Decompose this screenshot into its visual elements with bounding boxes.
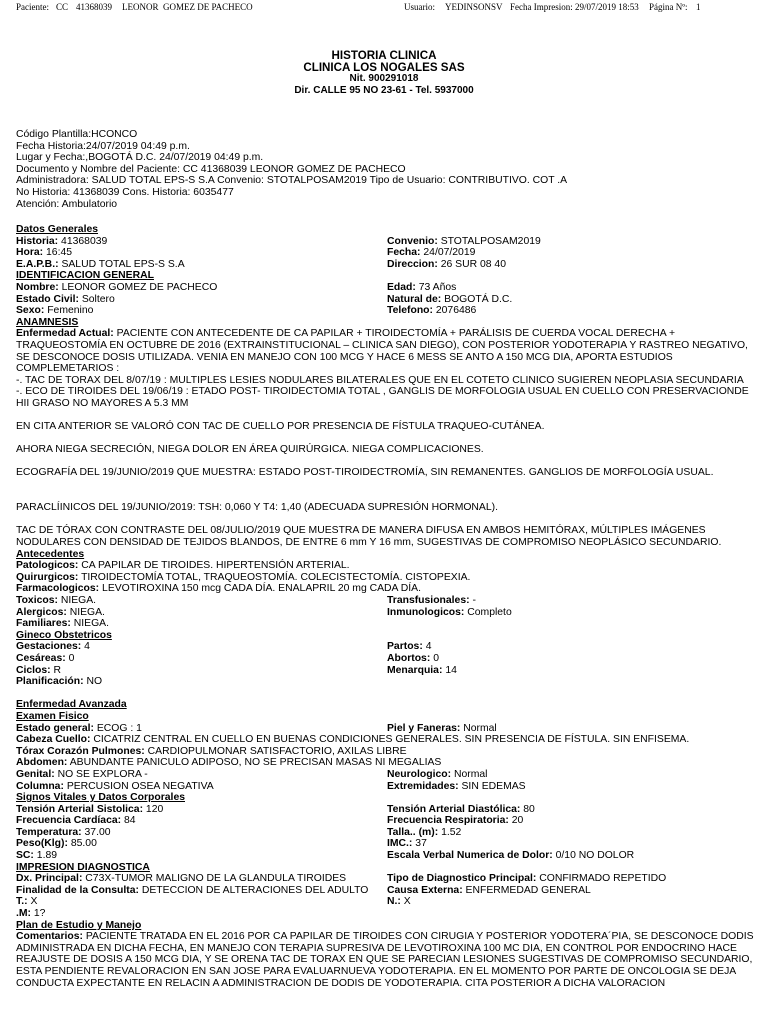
field-row bbox=[16, 282, 756, 294]
field-label: Alergicos: bbox=[16, 606, 67, 618]
field-row bbox=[16, 873, 756, 885]
anamnesis-paragraph: AHORA NIEGA SECRECIÓN, NIEGA DOLOR EN ÁREA QUIRÚRGICA. NIEGA COMPLICACIONES. bbox=[16, 444, 484, 456]
field-row bbox=[16, 769, 756, 781]
meta-line: Atención: Ambulatorio bbox=[16, 198, 118, 210]
patient-doc-type: CC bbox=[56, 2, 69, 12]
field-value: BOGOTÁ D.C. bbox=[444, 293, 513, 305]
print-date-label: Fecha Impresion: bbox=[510, 2, 573, 12]
meta-line: No Historia: 41368039 Cons. Historia: 6035477 bbox=[16, 186, 234, 198]
field-label: N.: bbox=[387, 896, 401, 908]
section-gineco: Gineco Obstetricos bbox=[16, 629, 112, 641]
patient-doc-number: 41368039 bbox=[76, 2, 112, 12]
field-value: 84 bbox=[124, 815, 136, 827]
field-value: 1? bbox=[33, 908, 46, 920]
antecedente-quirurgico bbox=[16, 572, 756, 584]
user-label: Usuario: bbox=[404, 2, 435, 12]
field-value: NO bbox=[86, 676, 103, 688]
field-value: 4 bbox=[425, 641, 432, 653]
field-label: Direccion: bbox=[387, 258, 438, 270]
field-label: Tensión Arterial Diastólica: bbox=[387, 803, 521, 815]
field-value: 0/10 NO DOLOR bbox=[555, 850, 635, 862]
field-label: Inmunologicos: bbox=[387, 606, 465, 618]
field-label: Familiares: bbox=[16, 618, 71, 630]
field-label: Natural de: bbox=[387, 293, 442, 305]
examen-cabeza-cuello bbox=[16, 734, 756, 746]
field-value: 2076486 bbox=[435, 305, 477, 317]
field-label: Fecha: bbox=[387, 247, 421, 259]
field-row bbox=[16, 653, 756, 665]
enfermedad-actual bbox=[16, 328, 756, 374]
title-nit: Nit. 900291018 bbox=[349, 73, 419, 84]
field-label: Piel y Faneras: bbox=[387, 722, 461, 734]
field-label: Quirurgicos: bbox=[16, 571, 79, 583]
section-datos-generales: Datos Generales bbox=[16, 224, 99, 235]
field-value: ABUNDANTE PANICULO ADIPOSO, NO SE PRECISAN MASAS NI MEGALIAS bbox=[69, 757, 442, 769]
field-value: Normal bbox=[463, 722, 497, 734]
anamnesis-paragraph: PARACLÍINICOS DEL 19/JUNIO/2019: TSH: 0,060 Y T4: 1,40 (ADECUADA SUPRESIÓN HORMONAL). bbox=[16, 502, 498, 514]
field-label: Abortos: bbox=[387, 652, 431, 664]
section-impresion-diagnostica: IMPRESION DIAGNOSTICA bbox=[16, 861, 150, 873]
anamnesis-paragraph: -. TAC DE TORAX DEL 8/07/19 : MULTIPLES LESIES NODULARES BILATERALES QUE EN EL COTETO CLINICO SUGIEREN NEOPLASIA SECUNDARIA bbox=[16, 374, 744, 386]
field-label: Frecuencia Cardíaca: bbox=[16, 815, 122, 827]
section-antecedentes: Antecedentes bbox=[16, 548, 85, 560]
field-row bbox=[16, 804, 756, 816]
field-row bbox=[16, 723, 756, 735]
field-label: E.A.P.B.: bbox=[16, 258, 59, 270]
anamnesis-paragraph: ECOGRAFÍA DEL 19/JUNIO/2019 QUE MUESTRA: ESTADO POST-TIROIDECTROMÍA, SIN REMANENTES. GANGLIOS DE MORFOLOGÍA USUAL. bbox=[16, 467, 714, 479]
field-value: - bbox=[472, 595, 476, 606]
field-label: Columna: bbox=[16, 780, 64, 792]
field-value: NO SE EXPLORA - bbox=[57, 768, 148, 780]
anamnesis-paragraph: TAC DE TÓRAX CON CONTRASTE DEL 08/JULIO/2019 QUE MUESTRA DE MANERA DIFUSA EN AMBOS HEMITÓRAX, MÚLTIPLES IMÁGENES NODULARES CON DENSIDAD DE TEJIDOS BLANDOS, DE ENTRE 6 mm Y 16 mm, SUGESTIVAS DE COMPROMISO NEOPLÁSICO SECUNDARIO. bbox=[16, 525, 722, 549]
field-label: Cabeza Cuello: bbox=[16, 734, 91, 746]
field-value: 41368039 bbox=[61, 235, 108, 247]
field-value: SIN EDEMAS bbox=[461, 780, 526, 792]
field-label: Extremidades: bbox=[387, 780, 459, 792]
field-value: 80 bbox=[523, 803, 535, 815]
planificacion bbox=[16, 676, 756, 688]
user-name: YEDINSONSV bbox=[445, 2, 503, 12]
field-value: 37.00 bbox=[84, 826, 111, 838]
field-row bbox=[16, 247, 756, 259]
field-row bbox=[16, 294, 756, 306]
field-label: Sexo: bbox=[16, 305, 45, 317]
page-number-label: Página Nº: bbox=[649, 2, 688, 12]
examen-torax bbox=[16, 746, 756, 758]
field-value: 24/07/2019 bbox=[423, 247, 476, 259]
clinical-record bbox=[16, 224, 756, 989]
field-value: X bbox=[403, 896, 411, 908]
field-value: CICATRIZ CENTRAL EN CUELLO EN BUENAS CONDICIONES GENERALES. SIN PRESENCIA DE FÍSTULA. SIN ENFISEMA. bbox=[93, 734, 690, 746]
field-value: C73X-TUMOR MALIGNO DE LA GLANDULA TIROIDES bbox=[85, 873, 347, 885]
record-metadata bbox=[16, 129, 756, 210]
section-plan-manejo: Plan de Estudio y Manejo bbox=[16, 919, 142, 931]
meta-line: Administradora: SALUD TOTAL EPS-S S.A Convenio: STOTALPOSAM2019 Tipo de Usuario: CONTRIBUTIVO. COT .A bbox=[16, 175, 568, 187]
field-label: Cesáreas: bbox=[16, 652, 66, 664]
field-value: ENFERMEDAD GENERAL bbox=[465, 884, 591, 896]
field-value: NIEGA. bbox=[60, 595, 97, 606]
field-label: Causa Externa: bbox=[387, 884, 463, 896]
field-value: Completo bbox=[467, 606, 512, 618]
field-value: 120 bbox=[145, 803, 164, 815]
document-title bbox=[0, 50, 768, 96]
section-examen-fisico: Examen Fisico bbox=[16, 710, 89, 722]
field-value: PACIENTE CON ANTECEDENTE DE CA PAPILAR + TIROIDECTOMÍA + PARÁLISIS DE CUERDA VOCAL DERECHA + TRAQUEOSTOMÍA EN OCTUBRE DE 2016 (EXTRAINSTITUCIONAL – CLINICA SAN DIEGO), CON POSTERIOR YODOTERAPIA Y RASTREO NEGATIVO, SE DESCONOCE DOSIS UTILIZADA. VENIA EN MANEJO CON 100 MCG Y HACE 6 MESS SE ANTO A 150 MCG DIA, APORTA ESTUDIOS COMPLEMETARIOS : bbox=[16, 328, 748, 375]
field-value: 16:45 bbox=[46, 247, 73, 259]
field-label: Estado Civil: bbox=[16, 293, 79, 305]
field-label: Ciclos: bbox=[16, 664, 51, 676]
field-label: T.: bbox=[16, 896, 28, 908]
field-value: Femenino bbox=[47, 305, 94, 317]
field-row bbox=[16, 850, 756, 862]
field-label: Nombre: bbox=[16, 281, 59, 293]
field-label: Convenio: bbox=[387, 235, 438, 247]
field-label: Hora: bbox=[16, 247, 44, 259]
meta-line: Lugar y Fecha:,BOGOTÁ D.C. 24/07/2019 04:49 p.m. bbox=[16, 152, 264, 164]
field-label: .M: bbox=[16, 908, 32, 920]
field-label: Enfermedad Actual: bbox=[16, 328, 114, 340]
field-label: Temperatura: bbox=[16, 826, 82, 838]
patient-label: Paciente: bbox=[16, 2, 49, 12]
anamnesis-paragraph: EN CITA ANTERIOR SE VALORÓ CON TAC DE CUELLO POR PRESENCIA DE FÍSTULA TRAQUEO-CUTÁNEA. bbox=[16, 421, 545, 433]
field-value: 1.52 bbox=[441, 826, 462, 838]
field-value: DETECCION DE ALTERACIONES DEL ADULTO bbox=[141, 884, 369, 896]
field-value: CARDIOPULMONAR SATISFACTORIO, AXILAS LIBRE bbox=[147, 745, 407, 757]
field-label: Gestaciones: bbox=[16, 641, 82, 653]
title-historia: HISTORIA CLINICA bbox=[331, 49, 437, 62]
field-label: Patologicos: bbox=[16, 560, 79, 572]
field-value: X bbox=[30, 896, 38, 908]
field-value: 0 bbox=[433, 652, 439, 664]
field-value: 26 SUR 08 40 bbox=[440, 258, 506, 270]
title-clinic: CLINICA LOS NOGALES SAS bbox=[303, 60, 465, 74]
field-value: 20 bbox=[511, 815, 524, 827]
field-row bbox=[16, 885, 756, 897]
field-label: Transfusionales: bbox=[387, 595, 470, 606]
field-label: Historia: bbox=[16, 235, 59, 247]
field-label: Telefono: bbox=[387, 305, 433, 317]
patient-name: LEONOR GOMEZ DE PACHECO bbox=[122, 2, 253, 12]
field-value: Normal bbox=[453, 768, 488, 780]
field-label: Neurologico: bbox=[387, 768, 452, 780]
field-row bbox=[16, 781, 756, 793]
field-value: NIEGA. bbox=[69, 606, 105, 618]
anamnesis-paragraph: -. ECO DE TIROIDES DEL 19/06/19 : ETADO POST- TIROIDECTOMIA TOTAL , GANGLIS DE MORFOLOGIA USUAL EN CUELLO CON PRESERVACIONDE HII GRASO NO MAYORES A 5.3 MM bbox=[16, 386, 749, 409]
field-label: Estado general: bbox=[16, 722, 94, 734]
field-row bbox=[16, 595, 756, 607]
field-value: NIEGA. bbox=[73, 618, 109, 630]
field-value: ECOG : 1 bbox=[96, 722, 142, 734]
field-label: Finalidad de la Consulta: bbox=[16, 884, 139, 896]
field-value: LEONOR GOMEZ DE PACHECO bbox=[61, 281, 218, 293]
print-header bbox=[16, 2, 760, 14]
field-value: LEVOTIROXINA 150 mcg CADA DÍA. ENALAPRIL 20 mg CADA DÍA. bbox=[102, 583, 421, 595]
field-label: Tórax Corazón Pulmones: bbox=[16, 745, 145, 757]
section-signos-vitales: Signos Vitales y Datos Corporales bbox=[16, 792, 185, 804]
antecedente-familiar bbox=[16, 618, 756, 630]
meta-line: Documento y Nombre del Paciente: CC 41368039 LEONOR GOMEZ DE PACHECO bbox=[16, 163, 406, 175]
field-label: Escala Verbal Numerica de Dolor: bbox=[387, 850, 553, 862]
field-value: PACIENTE TRATADA EN EL 2016 POR CA PAPILAR DE TIROIDES CON CIRUGIA Y POSTERIOR YODOTERA´PIA, SE DESCONOCE DODIS ADMINISTRADA EN DICHA FECHA, EN MANEJO CON TERAPIA SUPRESIVA DE LEVOTIROXINA 100 MC DIA, EN CONTROL POR ENDOCRINO HACE REAJUSTE DE DOSIS A 150 MCG DIA, Y SE ORENA TAC DE TORAX EN QUE SE PARECIAN LESIONES SUGESTIVAS DE COMPROMISO SECUNDARIO, ESTA PENDIENTE REVALORACION EN SAN JOSE PARA EVALUARNUEVA YODOTERAPIA. EN EL MOMENTO POR PARTE DE ONCOLOGIA SE DEJA CONDUCTA EXPECTANTE EN RELACIN A ADMINISTRACION DE DODIS DE YODOTERAPIA. CITA POSTERIOR A DICHA VALORACION bbox=[16, 931, 754, 989]
field-value: 1.89 bbox=[36, 850, 58, 862]
field-label: Genital: bbox=[16, 768, 55, 780]
section-identificacion: IDENTIFICACION GENERAL bbox=[16, 270, 154, 282]
field-label: Toxicos: bbox=[16, 595, 58, 606]
field-value: Soltero bbox=[81, 293, 115, 305]
field-label: Frecuencia Respiratoria: bbox=[387, 815, 509, 827]
field-label: Dx. Principal: bbox=[16, 873, 83, 885]
meta-line: Fecha Historia:24/07/2019 04:49 p.m. bbox=[16, 140, 190, 152]
field-label: IMC.: bbox=[387, 838, 413, 850]
field-row bbox=[16, 236, 756, 248]
field-value: STOTALPOSAM2019 bbox=[440, 235, 541, 247]
antecedente-patologico bbox=[16, 560, 756, 572]
field-label: Menarquia: bbox=[387, 664, 443, 676]
field-label: Farmacologicos: bbox=[16, 583, 100, 595]
meta-line: Código Plantilla:HCONCO bbox=[16, 129, 138, 140]
antecedente-farmacologico bbox=[16, 583, 756, 595]
field-row bbox=[16, 815, 756, 827]
field-label: Peso(Klg): bbox=[16, 838, 68, 850]
field-row bbox=[16, 896, 756, 908]
field-label: Abdomen: bbox=[16, 757, 68, 769]
field-row bbox=[16, 607, 756, 619]
field-row bbox=[16, 827, 756, 839]
print-date: 29/07/2019 18:53 bbox=[575, 2, 639, 12]
field-value: 4 bbox=[84, 641, 90, 653]
field-value: CONFIRMADO REPETIDO bbox=[539, 873, 667, 885]
field-label: Comentarios: bbox=[16, 931, 83, 943]
field-row bbox=[16, 838, 756, 850]
field-label: Tensión Arterial Sistolica: bbox=[16, 803, 144, 815]
page-number: 1 bbox=[696, 2, 701, 12]
field-value: R bbox=[53, 664, 62, 676]
tnm-m bbox=[16, 908, 756, 920]
field-row bbox=[16, 305, 756, 317]
field-value: 85.00 bbox=[70, 838, 97, 850]
field-label: Partos: bbox=[387, 641, 423, 653]
field-label: SC: bbox=[16, 850, 34, 862]
section-enfermedad-avanzada: Enfermedad Avanzada bbox=[16, 699, 127, 711]
title-address: Dir. CALLE 95 NO 23-61 - Tel. 5937000 bbox=[294, 84, 474, 96]
field-row bbox=[16, 665, 756, 677]
field-value: CA PAPILAR DE TIROIDES. HIPERTENSIÓN ARTERIAL. bbox=[81, 560, 350, 572]
field-value: PERCUSION OSEA NEGATIVA bbox=[66, 780, 214, 792]
field-label: Tipo de Diagnostico Principal: bbox=[387, 873, 537, 885]
field-value: 0 bbox=[68, 652, 75, 664]
field-value: 37 bbox=[415, 838, 427, 850]
field-value: 73 Años bbox=[418, 281, 457, 293]
field-row bbox=[16, 641, 756, 653]
plan-comentarios bbox=[16, 931, 756, 989]
field-label: Talla.. (m): bbox=[387, 826, 439, 838]
field-row bbox=[16, 259, 756, 271]
field-value: SALUD TOTAL EPS-S S.A bbox=[61, 258, 185, 270]
field-label: Planificación: bbox=[16, 676, 84, 688]
field-label: Edad: bbox=[387, 281, 416, 293]
examen-abdomen bbox=[16, 757, 756, 769]
field-value: 14 bbox=[445, 664, 457, 676]
field-value: TIROIDECTOMÍA TOTAL, TRAQUEOSTOMÍA. COLECISTECTOMÍA. CISTOPEXIA. bbox=[81, 571, 471, 583]
section-anamnesis: ANAMNESIS bbox=[16, 316, 79, 328]
